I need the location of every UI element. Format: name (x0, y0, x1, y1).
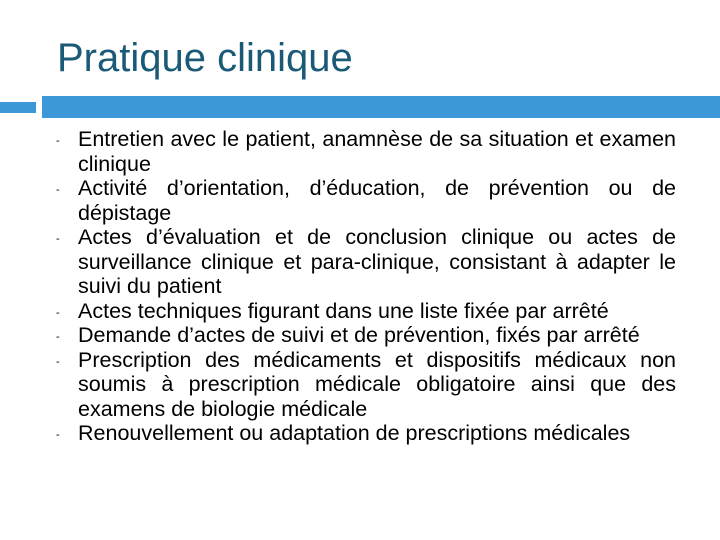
list-item (56, 299, 676, 324)
list-item-text: Actes techniques figurant dans une liste fixée par arrêté (78, 298, 609, 323)
list-item-text: Demande d’actes de suivi et de prévention, fixés par arrêté (78, 323, 640, 347)
bullet-list (56, 127, 676, 446)
list-item-text: Actes d’évaluation et de conclusion clinique ou actes de surveillance clinique et para-clinique, consistant à adapter le suivi du patient (78, 225, 676, 298)
list-item (56, 421, 676, 446)
bullet-marker: - (56, 184, 60, 196)
list-item (56, 323, 676, 348)
list-item-text: Renouvellement ou adaptation de prescriptions médicales (78, 421, 631, 445)
title-accent-bar-left (0, 102, 36, 113)
title-accent-bar (42, 96, 720, 118)
bullet-marker: - (56, 233, 60, 245)
bullet-marker: - (56, 429, 60, 441)
bullet-marker: - (56, 306, 60, 319)
bullet-marker: - (56, 331, 60, 343)
list-item (56, 225, 676, 299)
bullet-marker: - (56, 135, 60, 147)
list-item (56, 348, 676, 422)
list-item (56, 176, 676, 225)
slide-title: Pratique clinique (57, 36, 353, 80)
list-item (56, 127, 676, 176)
bullet-marker: - (56, 355, 60, 368)
list-item-text: Prescription des médicaments et dispositifs médicaux non soumis à prescription médicale obligatoire ainsi que des examens de biologie médicale (78, 347, 676, 421)
list-item-text: Activité d’orientation, d’éducation, de prévention ou de dépistage (78, 176, 676, 225)
list-item-text: Entretien avec le patient, anamnèse de sa situation et examen clinique (78, 127, 676, 176)
